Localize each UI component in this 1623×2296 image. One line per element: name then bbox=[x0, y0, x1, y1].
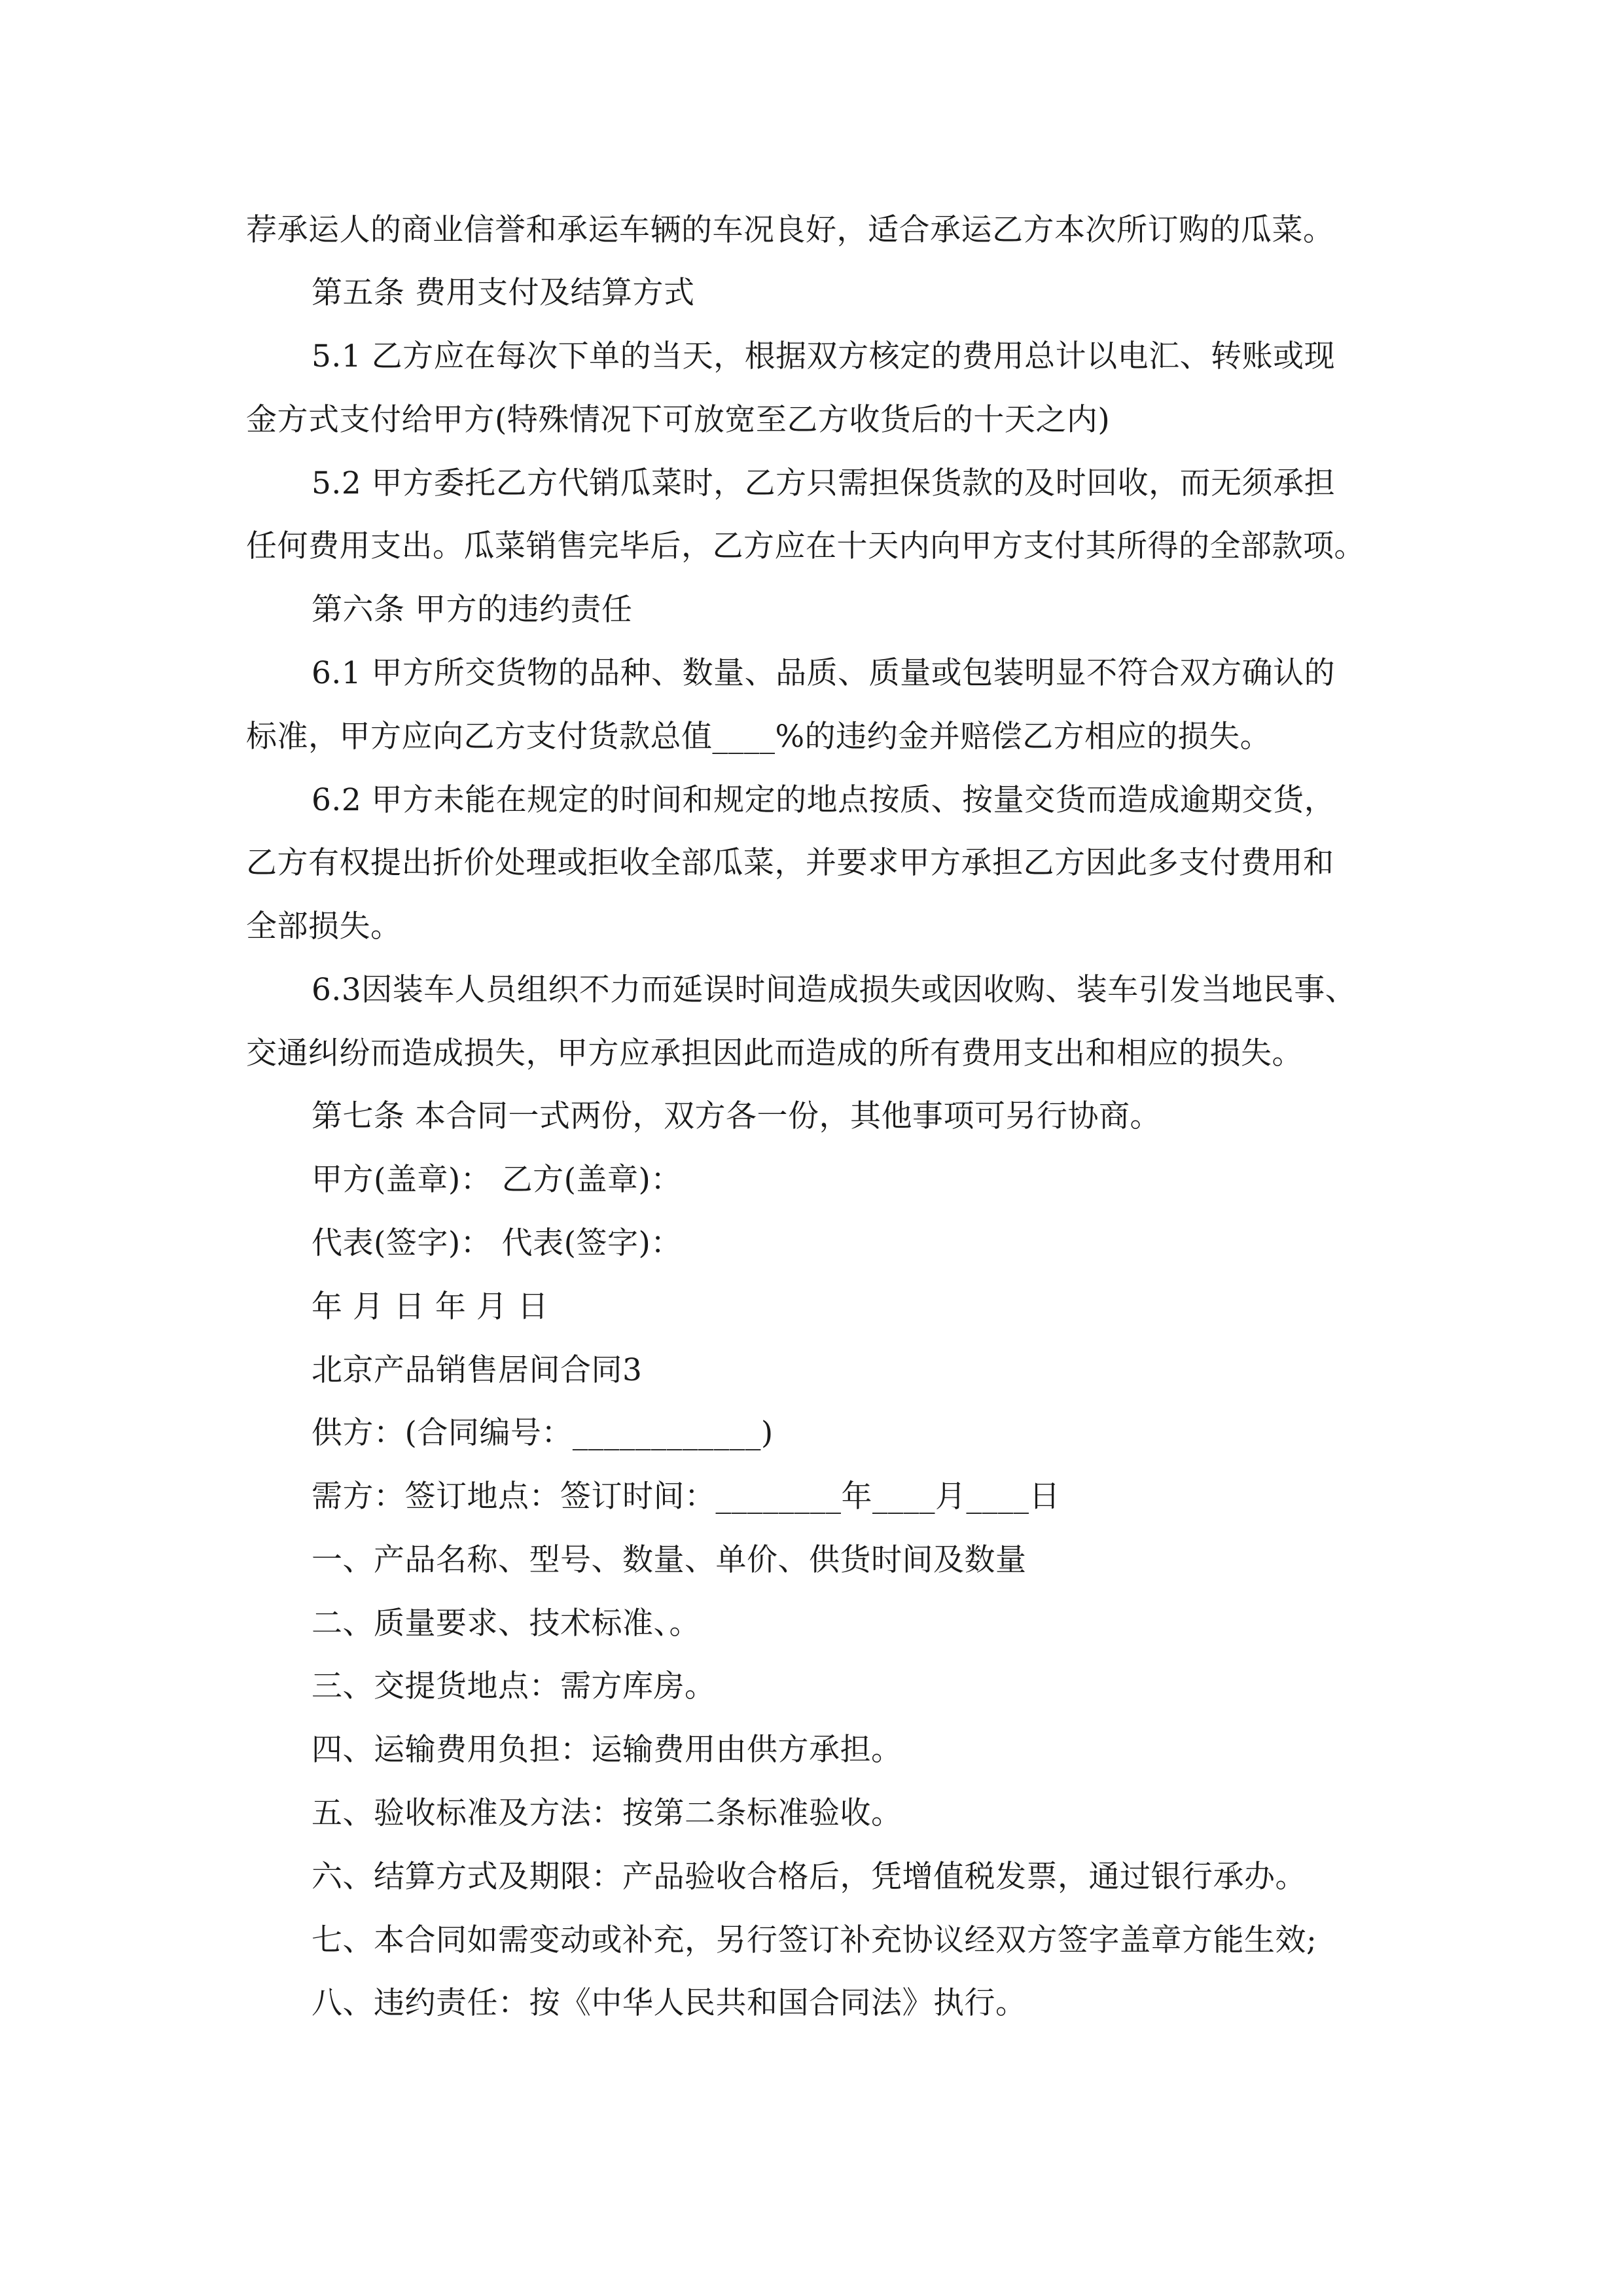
signature-rep-line: 代表(签字)： 代表(签字)： bbox=[312, 1225, 682, 1261]
clause-item: 七、本合同如需变动或补充，另行签订补充协议经双方签字盖章方能生效; bbox=[312, 1922, 1317, 1958]
signature-party-line: 甲方(盖章)： 乙方(盖章)： bbox=[312, 1162, 682, 1198]
contract-title: 北京产品销售居间合同3 bbox=[312, 1352, 643, 1388]
text-line: 6.3因装车人员组织不力而延误时间造成损失或因收购、装车引发当地民事、 bbox=[312, 972, 1357, 1008]
text-line: 5.2 甲方委托乙方代销瓜菜时，乙方只需担保货款的及时回收，而无须承担 bbox=[312, 465, 1336, 501]
text-line: 荐承运人的商业信誉和承运车辆的车况良好，适合承运乙方本次所订购的瓜菜。 bbox=[246, 212, 1334, 248]
clause-item: 三、交提货地点：需方库房。 bbox=[312, 1668, 716, 1704]
text-line: 全部损失。 bbox=[246, 908, 402, 944]
text-line: 金方式支付给甲方(特殊情况下可放宽至乙方收货后的十天之内) bbox=[246, 402, 1111, 438]
supplier-line: 供方：(合同编号：____________) bbox=[312, 1415, 774, 1451]
text-line: 乙方有权提出折价处理或拒收全部瓜菜，并要求甲方承担乙方因此多支付费用和 bbox=[246, 845, 1334, 881]
text-line: 交通纠纷而造成损失，甲方应承担因此而造成的所有费用支出和相应的损失。 bbox=[246, 1035, 1303, 1071]
signature-date-line: 年 月 日 年 月 日 bbox=[312, 1289, 549, 1325]
clause-item: 二、质量要求、技术标准、。 bbox=[312, 1605, 700, 1641]
section-heading-7: 第七条 本合同一式两份，双方各一份，其他事项可另行协商。 bbox=[312, 1098, 1161, 1134]
clause-item: 六、结算方式及期限：产品验收合格后，凭增值税发票，通过银行承办。 bbox=[312, 1859, 1306, 1895]
text-line: 标准，甲方应向乙方支付货款总值____%的违约金并赔偿乙方相应的损失。 bbox=[246, 719, 1272, 755]
clause-item: 五、验收标准及方法：按第二条标准验收。 bbox=[312, 1795, 902, 1831]
clause-item: 四、运输费用负担：运输费用由供方承担。 bbox=[312, 1732, 902, 1768]
buyer-line: 需方：签订地点：签订时间：________年____月____日 bbox=[312, 1479, 1060, 1515]
text-line: 5.1 乙方应在每次下单的当天，根据双方核定的费用总计以电汇、转账或现 bbox=[312, 338, 1336, 374]
clause-item: 一、产品名称、型号、数量、单价、供货时间及数量 bbox=[312, 1542, 1027, 1578]
section-heading-5: 第五条 费用支付及结算方式 bbox=[312, 275, 695, 311]
section-heading-6: 第六条 甲方的违约责任 bbox=[312, 592, 633, 628]
text-line: 6.1 甲方所交货物的品种、数量、品质、质量或包装明显不符合双方确认的 bbox=[312, 655, 1336, 691]
clause-item: 八、违约责任：按《中华人民共和国合同法》执行。 bbox=[312, 1985, 1027, 2021]
text-line: 任何费用支出。瓜菜销售完毕后，乙方应在十天内向甲方支付其所得的全部款项。 bbox=[246, 528, 1365, 564]
text-line: 6.2 甲方未能在规定的时间和规定的地点按质、按量交货而造成逾期交货， bbox=[312, 782, 1336, 818]
